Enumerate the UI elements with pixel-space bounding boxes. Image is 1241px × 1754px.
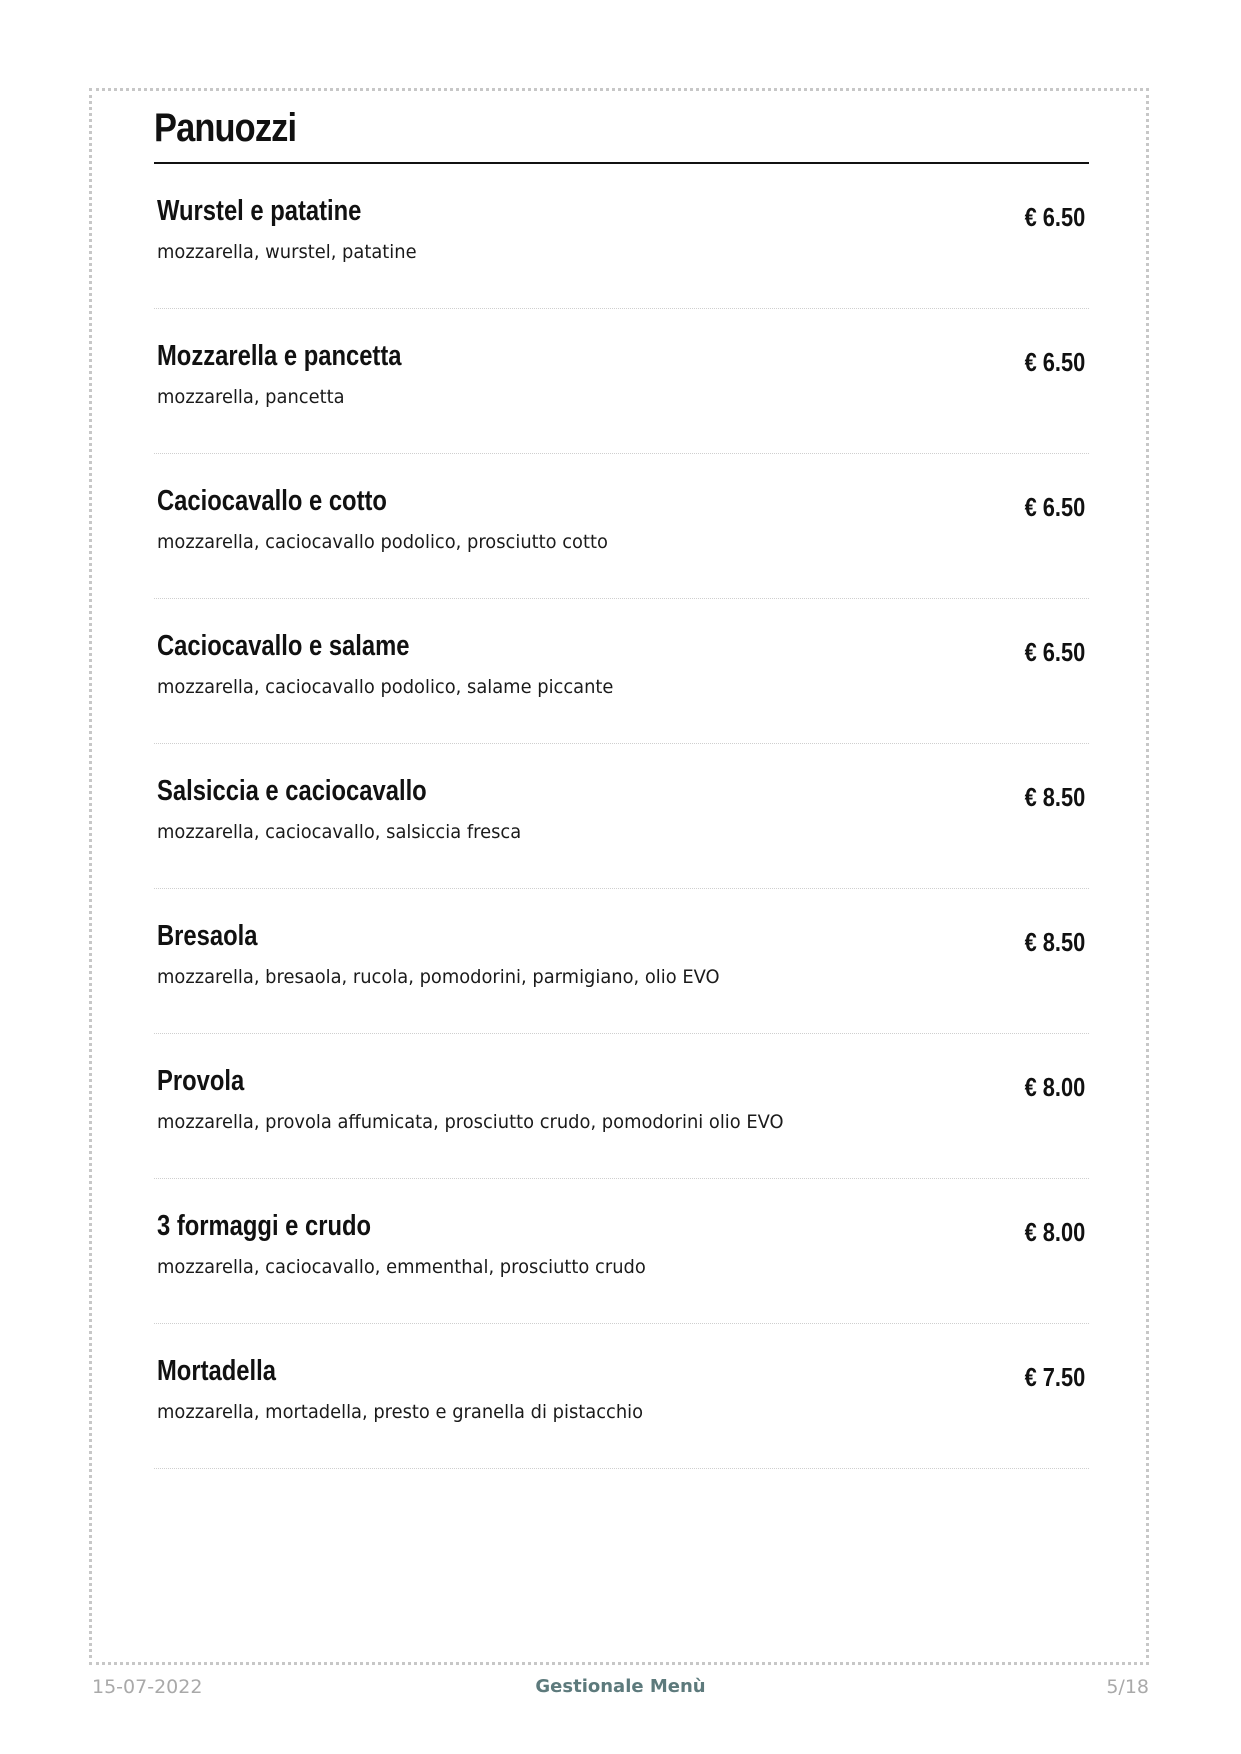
item-description: mozzarella, provola affumicata, prosciutto crudo, pomodorini olio EVO <box>157 1111 784 1133</box>
item-description: mozzarella, bresaola, rucola, pomodorini, parmigiano, olio EVO <box>157 966 720 988</box>
item-description: mozzarella, caciocavallo podolico, prosciutto cotto <box>157 531 608 553</box>
item-price: € 6.50 <box>1024 492 1085 522</box>
menu-item <box>154 744 1089 889</box>
menu-list <box>154 164 1089 1469</box>
menu-content <box>154 100 1089 1469</box>
item-name: Caciocavallo e cotto <box>157 485 387 517</box>
menu-item <box>154 309 1089 454</box>
item-description: mozzarella, mortadella, presto e granella di pistacchio <box>157 1401 644 1423</box>
item-price: € 7.50 <box>1024 1362 1085 1392</box>
page-number: 5/18 <box>1106 1676 1149 1698</box>
item-description: mozzarella, caciocavallo, emmenthal, prosciutto crudo <box>157 1256 646 1278</box>
menu-item <box>154 1034 1089 1179</box>
item-name: Mortadella <box>157 1355 276 1387</box>
menu-item <box>154 889 1089 1034</box>
section-title: Panuozzi <box>154 106 297 150</box>
item-description: mozzarella, pancetta <box>157 386 345 408</box>
item-price: € 8.00 <box>1024 1072 1085 1102</box>
menu-item <box>154 454 1089 599</box>
menu-item <box>154 1324 1089 1469</box>
item-name: 3 formaggi e crudo <box>157 1210 372 1242</box>
item-name: Bresaola <box>157 920 258 952</box>
item-name: Mozzarella e pancetta <box>157 340 402 372</box>
item-name: Provola <box>157 1065 245 1097</box>
item-description: mozzarella, caciocavallo, salsiccia fresca <box>157 821 522 843</box>
item-name: Salsiccia e caciocavallo <box>157 775 427 807</box>
footer-brand: Gestionale Menù <box>535 1676 706 1697</box>
item-price: € 6.50 <box>1024 637 1085 667</box>
menu-item <box>154 599 1089 744</box>
menu-item <box>154 1179 1089 1324</box>
item-price: € 8.50 <box>1024 927 1085 957</box>
item-name: Wurstel e patatine <box>157 195 362 227</box>
item-name: Caciocavallo e salame <box>157 630 410 662</box>
item-description: mozzarella, caciocavallo podolico, salame piccante <box>157 676 614 698</box>
item-price: € 6.50 <box>1024 347 1085 377</box>
menu-item <box>154 164 1089 309</box>
footer-date: 15-07-2022 <box>92 1676 203 1698</box>
item-price: € 8.50 <box>1024 782 1085 812</box>
item-description: mozzarella, wurstel, patatine <box>157 241 417 263</box>
page-footer <box>92 1672 1149 1702</box>
item-price: € 6.50 <box>1024 202 1085 232</box>
item-price: € 8.00 <box>1024 1217 1085 1247</box>
